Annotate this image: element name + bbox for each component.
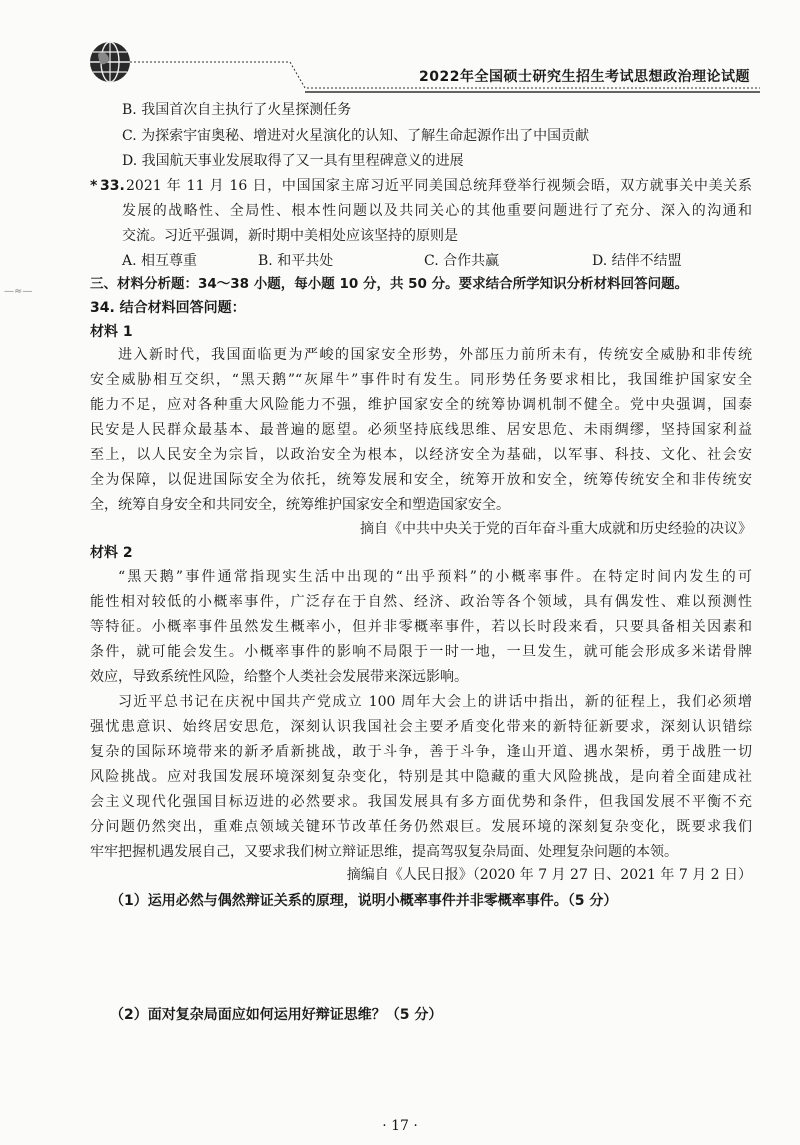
q33-line: 发展的战略性、全局性、根本性问题以及共同关心的其他重要问题进行了充分、深入的沟通和 [122,203,752,219]
material-2-line: 效应，导致系统性风险，给整个人类社会发展带来深远影响。 [90,669,468,685]
material-2-line: 会主义现代化强国目标迈进的必然要求。我国发展具有多方面优势和条件，但我国发展不平衡不充 [90,794,752,810]
q33-option-c: C. 合作共赢 [424,253,500,269]
scan-mark-icon: —≈— [4,286,33,297]
material-2-line: 强忧患意识、始终居安思危，深刻认识我国社会主要矛盾变化带来的新特征新要求，深刻认识错综 [90,719,752,735]
material-2-line: 等特征。小概率事件虽然发生概率小，但并非零概率事件，若以长时段来看，只要具备相关因素和 [90,619,752,635]
material-1-line: 能力不足，应对各种重大风险能力不强，维护国家安全的统筹协调机制不健全。党中央强调，国泰 [90,397,752,413]
material-2-line: 牢牢把握机遇发展自己，又要求我们树立辩证思维，提高驾驭复杂局面、处理复杂问题的本领。 [90,844,678,860]
material-2-line: 能性相对较低的小概率事件，广泛存在于自然、经济、政治等各个领域，具有偶发性、难以预测性 [90,594,752,610]
material-2-source: 摘编自《人民日报》（2020 年 7 月 27 日、2021 年 7 月 2 日） [346,867,752,883]
q33-line: 交流。习近平强调，新时期中美相处应该坚持的原则是 [122,228,458,244]
q33-number: 33. [100,178,125,194]
material-2-label: 材料 2 [90,545,133,561]
q34-sub-question-1: （1）运用必然与偶然辩证关系的原理，说明小概率事件并非零概率事件。（5 分） [110,893,618,909]
material-2-line: 分问题仍然突出，重难点领域关键环节改革任务仍然艰巨。发展环境的深刻复杂变化，既要求我们 [90,819,752,835]
material-1-line: 全，统筹自身安全和共同安全，统筹维护国家安全和塑造国家安全。 [90,497,510,513]
material-2-line: 习近平总书记在庆祝中国共产党成立 100 周年大会上的讲话中指出，新的征程上，我们必须增 [118,694,752,710]
q33-option-b: B. 和平共处 [258,253,334,269]
material-2-line: 条件，就可能会发生。小概率事件的影响不局限于一时一地，一旦发生，就可能会形成多米诺骨牌 [90,644,752,660]
page-number: · 17 · [382,1118,418,1134]
header-title: 2022年全国硕士研究生招生考试思想政治理论试题 [419,69,750,85]
q33-line: 2021 年 11 月 16 日，中国国家主席习近平同美国总统拜登举行视频会晤，双方就事关中美关系 [126,178,752,194]
section-3-title: 三、材料分析题：34～38 小题，每小题 10 分，共 50 分。要求结合所学知识分析材料回答问题。 [90,276,689,292]
q33-star: * [90,178,98,194]
material-1-line: 民安是人民群众最基本、最普遍的愿望。必须坚持底线思维、居安思危、未雨绸缪，坚持国家利益 [90,422,752,438]
material-1-line: 全为保障，以促进国际安全为依托，统筹发展和安全，统筹开放和安全，统筹传统安全和非传统安 [90,472,752,488]
page-header [0,0,800,100]
material-1-line: 安全威胁相互交织，“黑天鹅”“灰犀牛”事件时有发生。同形势任务要求相比，我国维护国家安全 [90,372,752,388]
q32-option-d: D. 我国航天事业发展取得了又一具有里程碑意义的进展 [122,153,464,169]
material-2-line: 复杂的国际环境带来的新矛盾新挑战，敢于斗争，善于斗争，逢山开道、遇水架桥，勇于战胜一切 [90,744,752,760]
material-1-label: 材料 1 [90,324,133,340]
material-2-line: 风险挑战。应对我国发展环境深刻复杂变化，特别是其中隐藏的重大风险挑战，是向着全面建成社 [90,769,752,785]
q33-option-d: D. 结伴不结盟 [592,253,682,269]
q32-option-b: B. 我国首次自主执行了火星探测任务 [122,102,352,118]
material-1-line: 至上，以人民安全为宗旨，以政治安全为根本，以经济安全为基础，以军事、科技、文化、社会安 [90,447,752,463]
q32-option-c: C. 为探索宇宙奥秘、增进对火星演化的认知、了解生命起源作出了中国贡献 [122,128,590,144]
globe-logo-icon [88,40,132,84]
material-1-line: 进入新时代，我国面临更为严峻的国家安全形势，外部压力前所未有，传统安全威胁和非传统 [118,347,752,363]
material-1-source: 摘自《中共中央关于党的百年奋斗重大成就和历史经验的决议》 [360,521,752,537]
q34-title: 34. 结合材料回答问题： [90,300,246,316]
q33-option-a: A. 相互尊重 [122,253,198,269]
q34-sub-question-2: （2）面对复杂局面应如何运用好辩证思维？（5 分） [110,1007,443,1023]
material-2-line: “黑天鹅”事件通常指现实生活中出现的“出乎预料”的小概率事件。在特定时间内发生的可 [118,569,752,585]
